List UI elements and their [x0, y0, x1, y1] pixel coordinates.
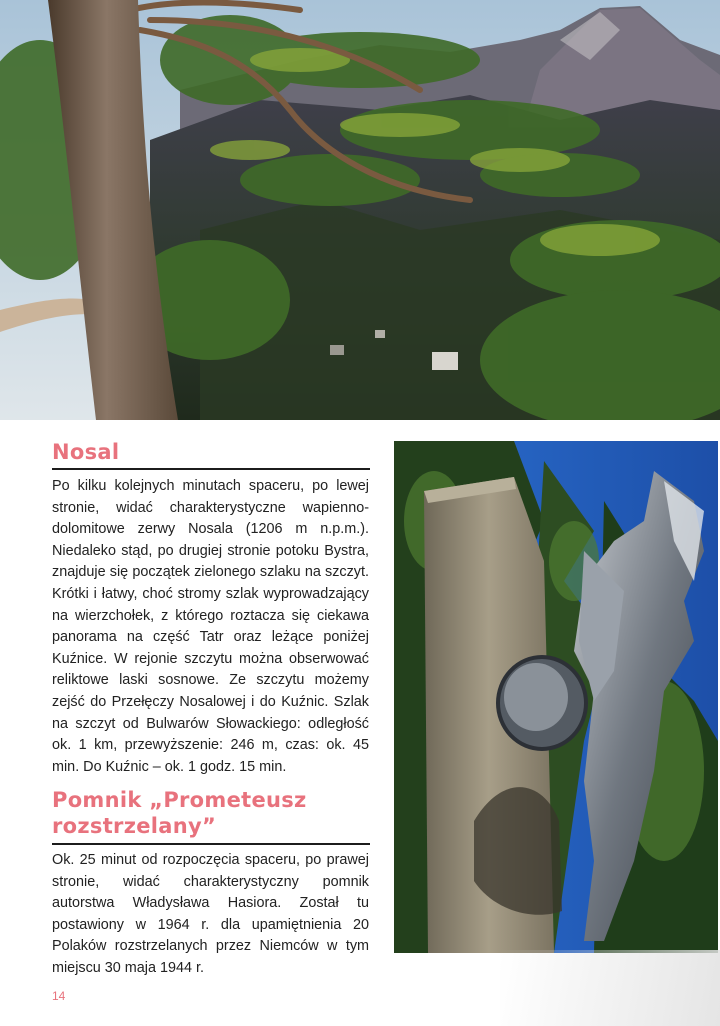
- pomnik-paragraph: Ok. 25 minut od rozpoczęcia spaceru, po prawej stronie, widać charakterystyczny pomnik autorstwa Władysława Hasiora. Został tu postawiony w 1964 r. dla upamiętnienia 20 Polaków rozstrzelanych przez Niemców w tym miejscu 30 maja 1944 r.: [52, 852, 369, 976]
- page-number: 14: [52, 989, 66, 1003]
- section-heading-nosal: Nosal: [52, 440, 120, 464]
- section-heading-pomnik: [52, 787, 307, 839]
- page-corner-shadow: [500, 950, 720, 1026]
- heading-underline: [52, 843, 370, 845]
- pomnik-title-line-2: rozstrzelany”: [52, 814, 217, 838]
- mountain-landscape-photo: [0, 0, 720, 420]
- prometeusz-monument-photo: [394, 441, 718, 953]
- pomnik-title-line-1: Pomnik „Prometeusz: [52, 788, 307, 812]
- nosal-paragraph: Po kilku kolejnych minutach spaceru, po lewej stronie, widać charakterystyczne wapienno-dolomitowe zerwy Nosala (1206 m n.p.m.). Niedaleko stąd, po drugiej stronie potoku Bystra, znajduje się początek zielonego szlaku na szczyt. Krótki i łatwy, choć stromy szlak wyprowadzający na wierzchołek, z którego roztacza się ciekawa panorama na część Tatr oraz leżące poniżej Kuźnice. W rejonie szczytu można obserwować reliktowe laski sosnowe. Ze szczytu możemy zejść do Przełęczy Nosalowej i do Kuźnic. Szlak na szczyt od Bulwarów Słowackiego: odległość ok. 1 km, przewyższenie: 246 m, czas: ok. 45 min. Do Kuźnic – ok. 1 godz. 15 min.: [52, 478, 369, 775]
- heading-underline: [52, 468, 370, 470]
